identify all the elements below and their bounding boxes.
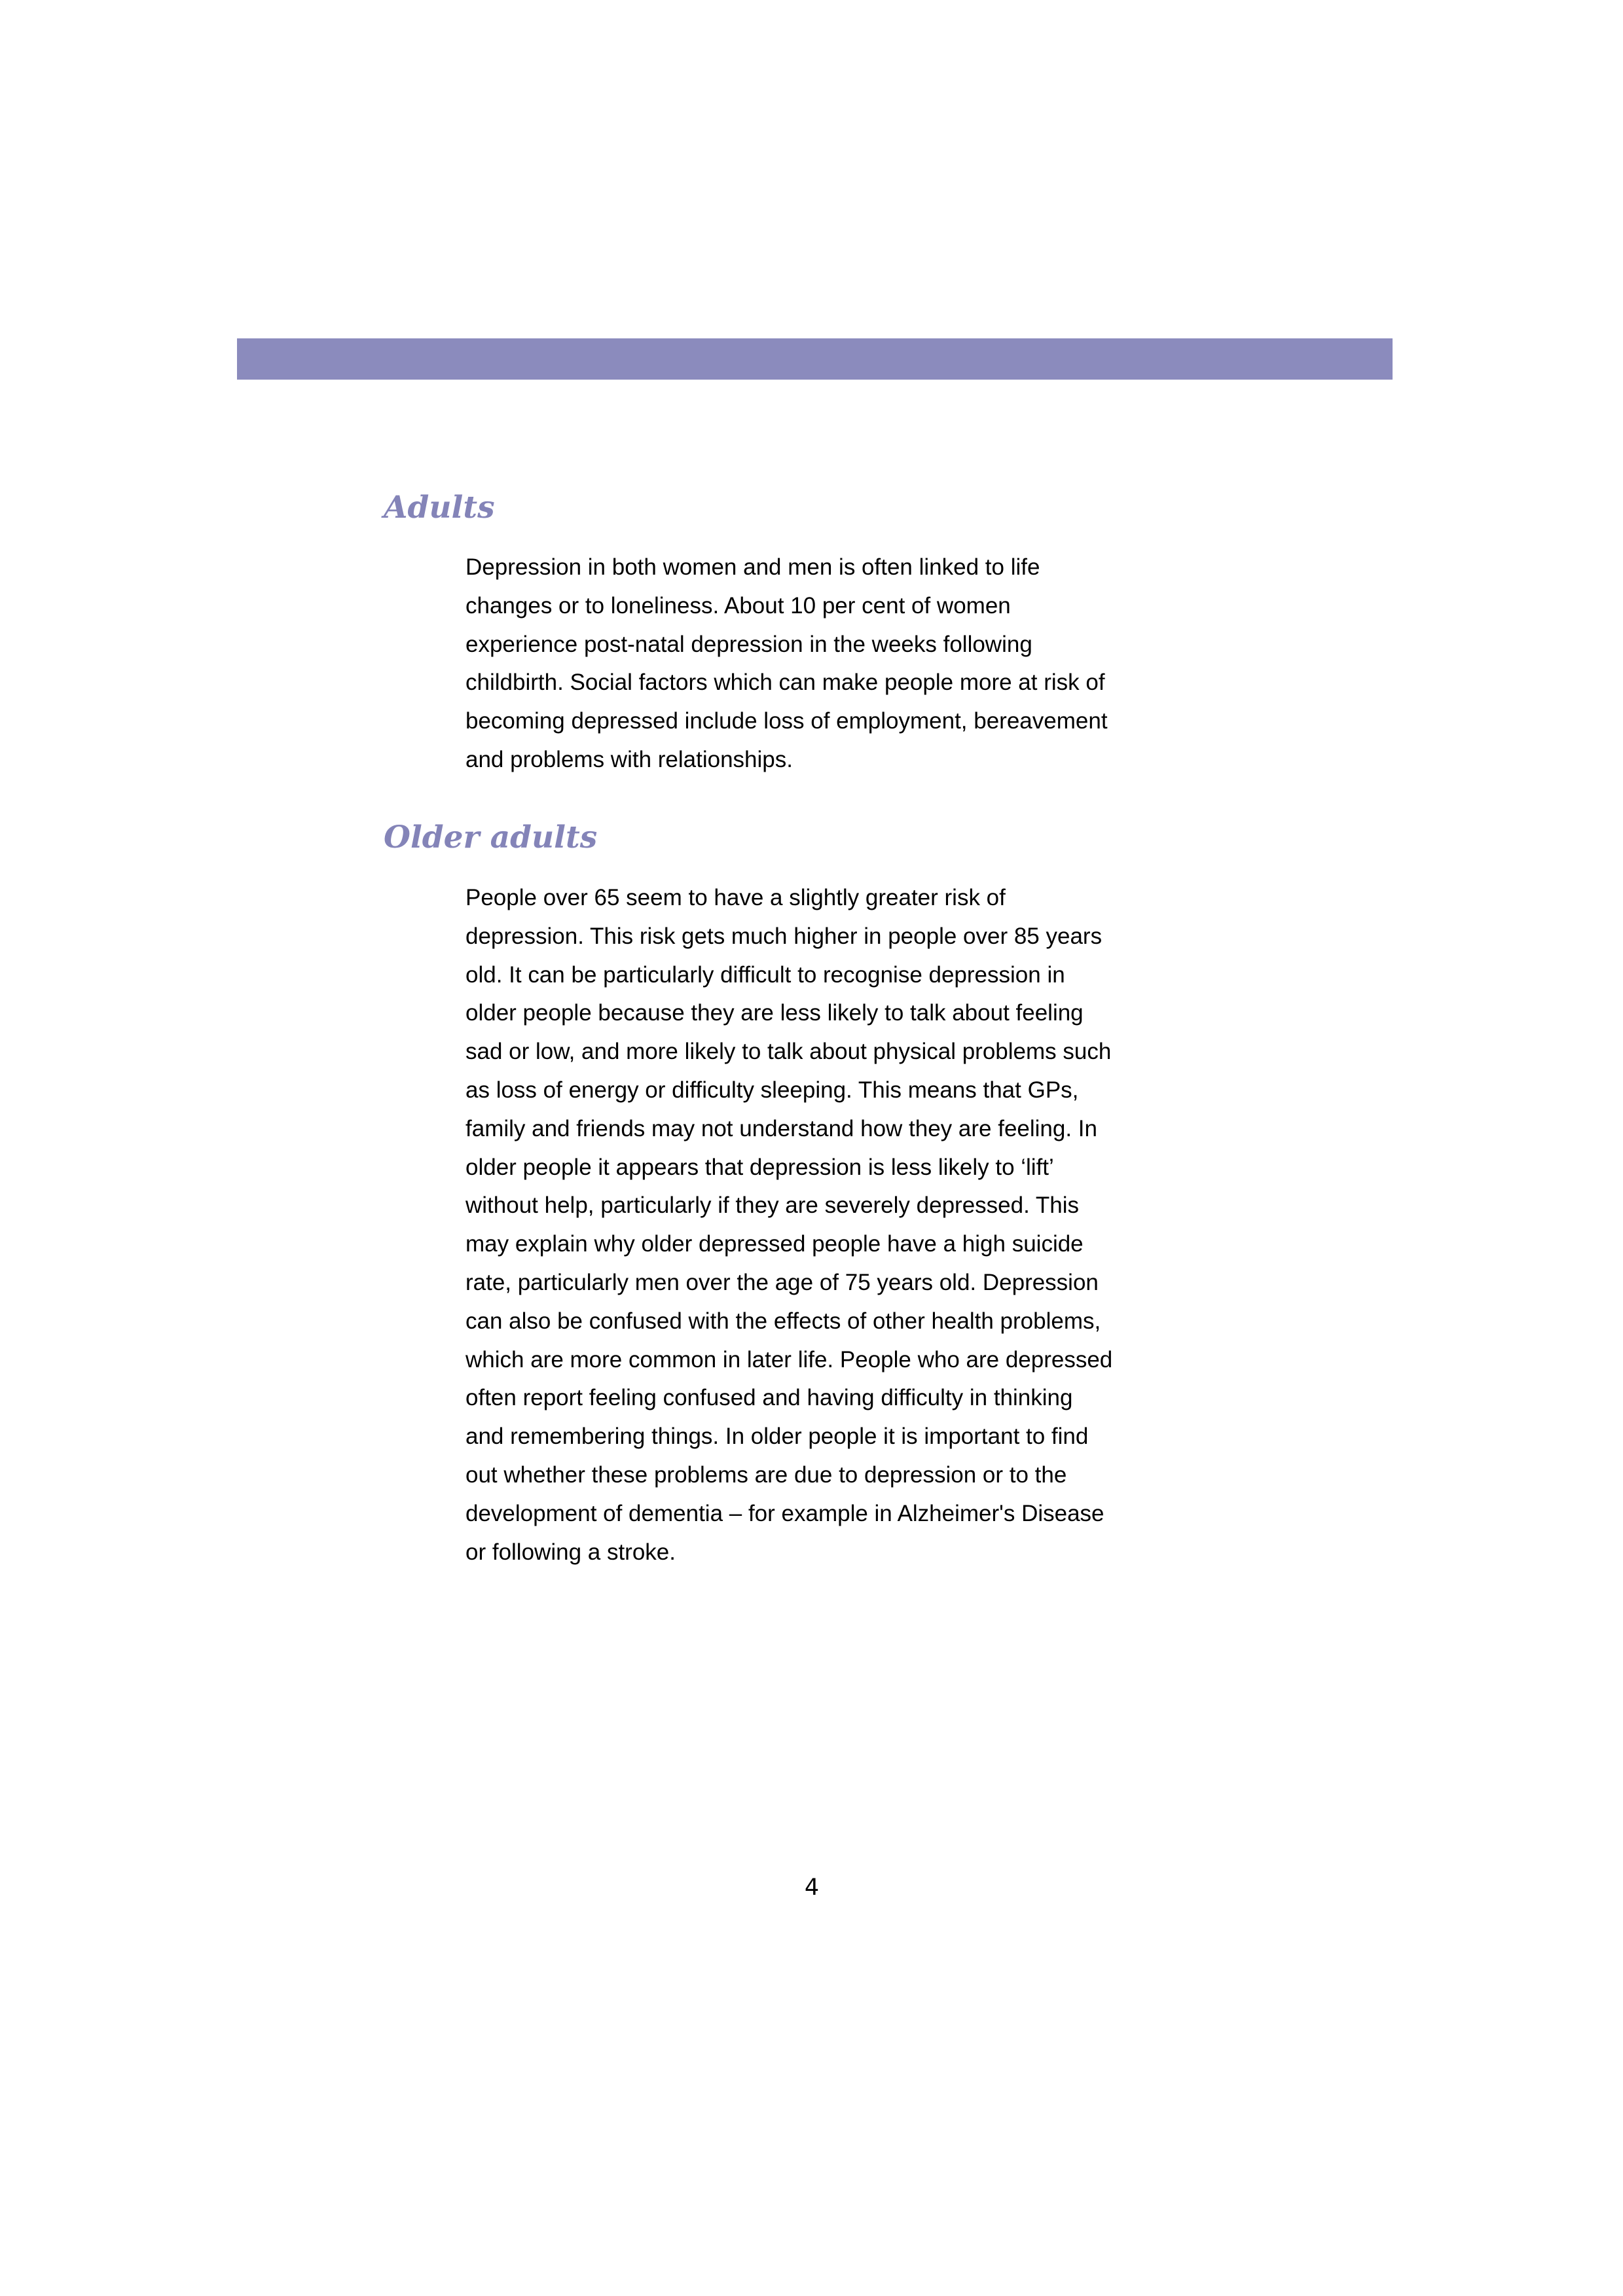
paragraph-line: depression. This risk gets much higher in people over 85 years bbox=[465, 923, 1103, 949]
paragraph-line: People over 65 seem to have a slightly greater risk of bbox=[465, 885, 1006, 910]
adults-paragraph bbox=[465, 548, 1186, 780]
paragraph-line: and remembering things. In older people it is important to find bbox=[465, 1424, 1089, 1450]
paragraph-line: out whether these problems are due to depression or to the bbox=[465, 1462, 1067, 1488]
paragraph-line: and problems with relationships. bbox=[465, 746, 793, 772]
older-adults-paragraph bbox=[465, 879, 1186, 1571]
section-heading-adults: Adults bbox=[384, 490, 495, 526]
paragraph-line: sad or low, and more likely to talk about physical problems such bbox=[465, 1039, 1112, 1065]
paragraph-line: childbirth. Social factors which can make people more at risk of bbox=[465, 670, 1105, 696]
paragraph-line: older people because they are less likely to talk about feeling bbox=[465, 1000, 1084, 1026]
paragraph-line: which are more common in later life. People who are depressed bbox=[465, 1346, 1113, 1372]
paragraph-line: rate, particularly men over the age of 75 years old. Depression bbox=[465, 1269, 1099, 1295]
section-heading-older-adults: Older adults bbox=[384, 819, 598, 855]
paragraph-line: old. It can be particularly difficult to recognise depression in bbox=[465, 961, 1065, 988]
header-bar bbox=[237, 338, 1393, 380]
paragraph-line: changes or to loneliness. About 10 per cent of women bbox=[465, 592, 1011, 619]
paragraph-line: often report feeling confused and having difficulty in thinking bbox=[465, 1385, 1073, 1411]
paragraph-line: Depression in both women and men is often linked to life bbox=[465, 554, 1040, 580]
paragraph-line: older people it appears that depression is less likely to ‘lift’ bbox=[465, 1154, 1054, 1180]
paragraph-line: as loss of energy or difficulty sleeping. This means that GPs, bbox=[465, 1077, 1079, 1103]
paragraph-line: may explain why older depressed people have a high suicide bbox=[465, 1231, 1084, 1257]
paragraph-line: development of dementia – for example in Alzheimer's Disease bbox=[465, 1500, 1104, 1526]
page-number: 4 bbox=[804, 1874, 820, 1901]
paragraph-line: without help, particularly if they are severely depressed. This bbox=[465, 1193, 1080, 1219]
paragraph-line: experience post-natal depression in the weeks following bbox=[465, 631, 1032, 657]
paragraph-line: or following a stroke. bbox=[465, 1539, 676, 1565]
paragraph-line: can also be confused with the effects of other health problems, bbox=[465, 1308, 1101, 1334]
paragraph-line: becoming depressed include loss of employment, bereavement bbox=[465, 708, 1108, 734]
paragraph-line: family and friends may not understand how they are feeling. In bbox=[465, 1115, 1097, 1141]
